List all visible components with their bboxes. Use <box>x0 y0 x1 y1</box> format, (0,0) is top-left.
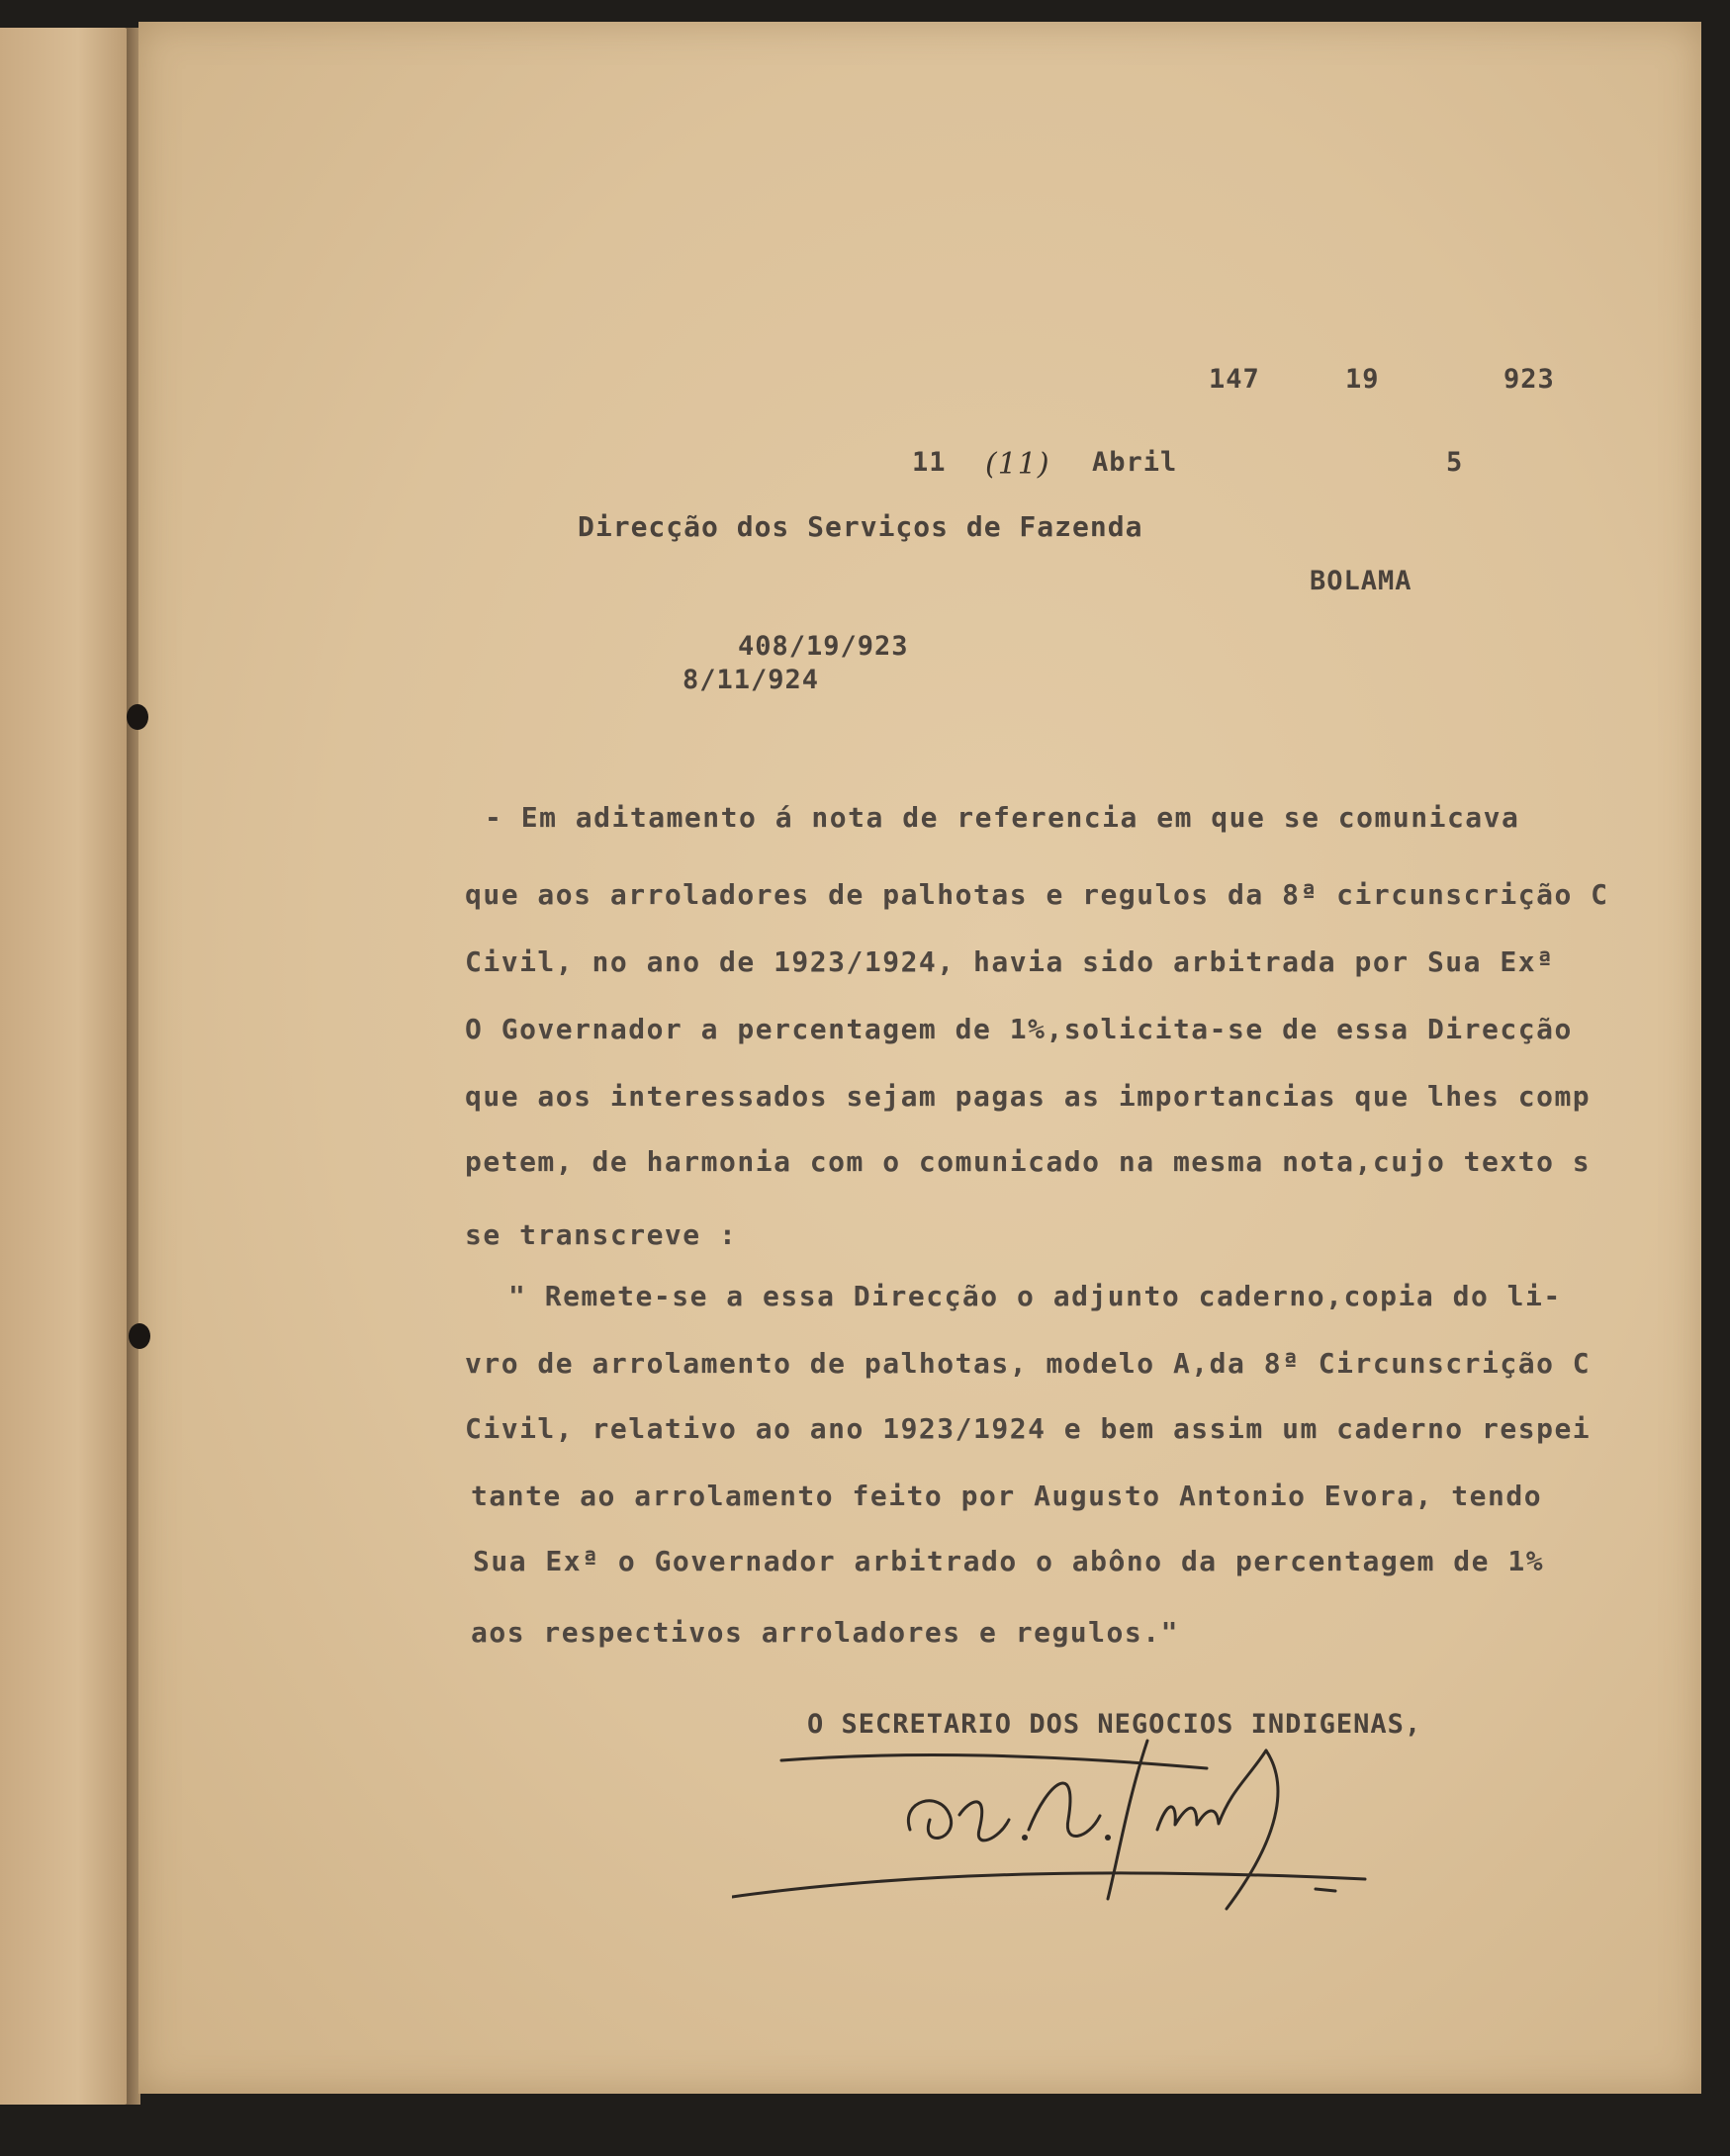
body-line: Civil, relativo ao ano 1923/1924 e bem assim um caderno respei <box>465 1412 1592 1445</box>
body-line: Civil, no ano de 1923/1924, havia sido arbitrada por Sua Exª <box>465 945 1555 978</box>
handwritten-signature <box>732 1721 1385 1919</box>
body-line: " Remete-se a essa Direcção o adjunto caderno,copia do li- <box>508 1280 1562 1312</box>
body-line: tante ao arrolamento feito por Augusto Antonio Evora, tendo <box>471 1480 1543 1512</box>
body-line: que aos arroladores de palhotas e regulos da 8ª circunscrição C <box>465 878 1609 911</box>
body-line: se transcreve : <box>465 1218 738 1251</box>
body-line: aos respectivos arroladores e regulos." <box>471 1616 1179 1649</box>
body-line: Sua Exª o Governador arbitrado o abôno da percentagem de 1% <box>473 1545 1545 1577</box>
reference-1: 408/19/923 <box>738 631 909 662</box>
day-handwritten: (11) <box>985 447 1050 482</box>
binding-hole-top <box>127 704 148 730</box>
addressee-place: BOLAMA <box>1310 566 1412 596</box>
doc-number: 5 <box>1446 447 1464 478</box>
ref-number: 147 <box>1209 364 1260 395</box>
signature-title: O SECRETARIO DOS NEGOCIOS INDIGENAS, <box>807 1709 1422 1740</box>
reference-2: 8/11/924 <box>683 665 820 695</box>
binding-hole-bottom <box>129 1323 150 1349</box>
body-line: petem, de harmonia com o comunicado na mesma nota,cujo texto s <box>465 1145 1592 1178</box>
body-line: vro de arrolamento de palhotas, modelo A,da 8ª Circunscrição C <box>465 1347 1592 1380</box>
body-line: O Governador a percentagem de 1%,solicita-se de essa Direcção <box>465 1013 1573 1045</box>
body-line: que aos interessados sejam pagas as importancias que lhes comp <box>465 1080 1592 1113</box>
ref-year: 923 <box>1503 364 1555 395</box>
facing-page <box>0 28 131 2105</box>
body-line: - Em aditamento á nota de referencia em que se comunicava <box>485 801 1520 834</box>
month: Abril <box>1092 447 1178 478</box>
day: 11 <box>912 447 947 478</box>
ref-series: 19 <box>1345 364 1380 395</box>
addressee-name: Direcção dos Serviços de Fazenda <box>578 510 1143 543</box>
